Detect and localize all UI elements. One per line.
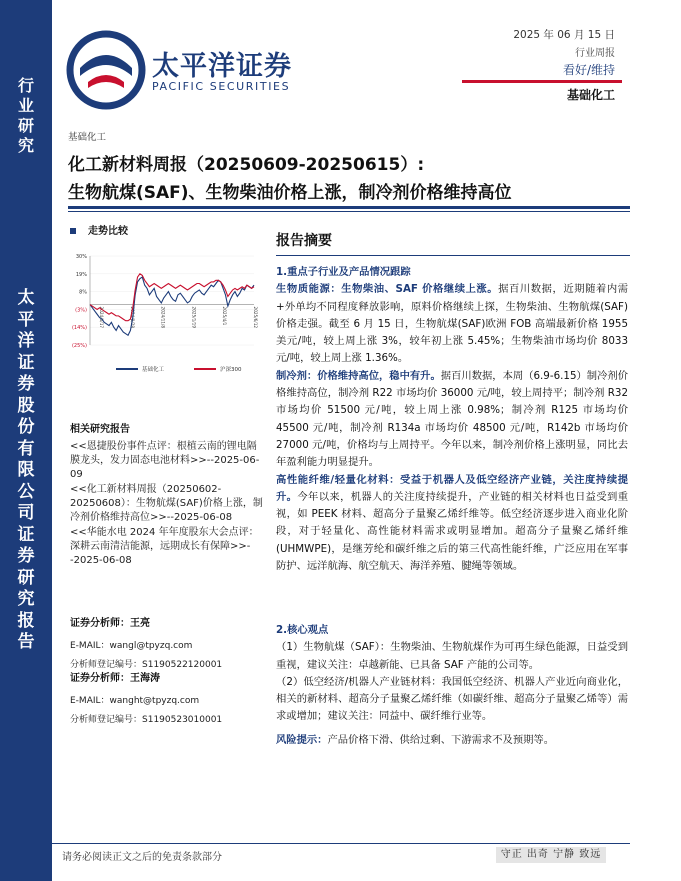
- paragraph-text: 据百川数据，本周（6.9-6.15）制冷剂价格维持高位，制冷剂 R22 市场均价 36000 元/吨，较上周持平；制冷剂 R32 市场均价 51500 元/吨，较上周上涨 0.98%；制冷剂 R125 市场均价 45500 元/吨，制冷剂 R134a 市场均价 48500 元/吨，R142b 市场均价 27000 元/吨，价格均与上周持平。今年以来，制冷剂价格上涨明显，同比去年盈利能力明显提升。: [276, 369, 628, 469]
- trend-heading-text: 走势比较: [88, 226, 128, 237]
- x-tick-label: 2025/6/12: [253, 306, 258, 329]
- risk-text: 产品价格下滑、供给过剩、下游需求不及预期等。: [327, 733, 555, 746]
- section-title: 2.核心观点: [276, 624, 329, 636]
- x-tick-label: 2025/1/19: [191, 306, 197, 329]
- footer-disclaimer-note[interactable]: 请务必阅读正文之后的免责条款部分: [62, 852, 222, 863]
- paragraph-text: 据百川数据，近期随着内需+外单均不同程度释放影响，原料价格继续上探，生物柴油、生物航煤(SAF)价格走强。截至 6 月 15 日，生物航煤(SAF)欧洲 FOB 高端最新价格 1955 美元/吨，较上周上涨 3%，较年初上涨 5.45%；生物柴油市场均价 8033 元/吨，较上周上涨 1.36%。: [276, 283, 628, 365]
- abstract-section-1: [276, 264, 628, 575]
- y-tick-label: (14%): [71, 325, 87, 332]
- paragraph-refrigerant: [276, 368, 628, 472]
- header-accent-line: [462, 80, 622, 83]
- paragraph-bioenergy: [276, 281, 628, 367]
- analyst-email[interactable]: E-MAIL：wangl@tpyzq.com: [70, 641, 193, 651]
- risk-lead: 风险提示：: [276, 733, 328, 746]
- related-reports-heading: 相关研究报告: [70, 424, 130, 435]
- related-reports-list: [70, 440, 266, 569]
- trend-chart: [62, 248, 262, 378]
- y-tick-label: (3%): [75, 307, 87, 314]
- analyst-name: 证券分析师：王亮: [70, 618, 150, 629]
- report-type: 行业周报: [575, 48, 615, 59]
- x-tick-label: 2024/8/28: [129, 306, 135, 329]
- legend-label: 基础化工: [142, 367, 165, 373]
- sector-name: 基础化工: [566, 88, 615, 102]
- title-divider-thin: [68, 211, 630, 212]
- related-report-item[interactable]: <<华能水电 2024 年年度股东大会点评：深耕云南清洁能源，远期成长有保障>>--2025-06-08: [70, 527, 259, 566]
- related-report-item[interactable]: <<恩捷股份事件点评：根植云南的锂电隔膜龙头，发力固态电池材料>>--2025-06-09: [70, 441, 260, 480]
- paragraph-lead: 制冷剂：价格维持高位，稳中有升。: [276, 369, 441, 382]
- breadcrumb: 基础化工: [68, 132, 107, 143]
- paragraph-text: 今年以来，机器人的关注度持续提升，产业链的相关材料也日益受到重视，如 PEEK 材料、超高分子量聚乙烯纤维等。低空经济逐步进入商业化阶段，对于轻量化、高性能材料需求或明显增加。超高分子量聚乙烯纤维(UHMWPE)，是继芳纶和碳纤维之后的第三代高性能纤维，广泛应用在军事防护、远洋航海、航空航天、海洋养殖、腱绳等领域。: [276, 490, 629, 573]
- page-title-line1: 化工新材料周报（20250609-20250615）:: [68, 155, 425, 175]
- paragraph-fiber: [276, 472, 628, 576]
- analyst-registration: 分析师登记编号：S1190523010001: [70, 715, 223, 725]
- sidebar-company: 太平洋证券股份有限公司证券研究报告: [17, 288, 35, 652]
- x-tick-label: 2024/6/17: [99, 306, 104, 329]
- trend-heading: [70, 222, 128, 237]
- x-tick-label: 2025/4/1: [222, 306, 228, 326]
- paragraph-saf-view: （1）生物航煤（SAF）：生物柴油、生物航煤作为可再生绿色能源，日益受到重视，建议关注：卓越新能、已具备 SAF 产能的公司等。: [276, 641, 628, 671]
- abstract-section-2: [276, 622, 628, 749]
- analyst-email[interactable]: E-MAIL：wanght@tpyzq.com: [70, 696, 200, 706]
- risk-warning: [276, 732, 628, 749]
- y-tick-label: 8%: [79, 289, 87, 296]
- sidebar: [0, 0, 52, 881]
- company-logo: [66, 30, 306, 110]
- abstract-heading: 报告摘要: [276, 233, 332, 249]
- sidebar-category: 行业研究: [17, 76, 34, 155]
- report-date: 2025 年 06 月 15 日: [513, 29, 615, 41]
- y-tick-label: 30%: [75, 254, 87, 260]
- paragraph-lead: 生物质能源：生物柴油、SAF 价格继续上涨。: [276, 283, 499, 296]
- page-title-line2: 生物航煤(SAF)、生物柴油价格上涨，制冷剂价格维持高位: [68, 183, 512, 203]
- x-tick-label: 2024/11/8: [160, 306, 166, 329]
- y-tick-label: 19%: [75, 271, 87, 278]
- logo-text-cn: 太平洋证券: [152, 51, 292, 82]
- paragraph-lowalt-view: （2）低空经济/机器人产业链材料：我国低空经济、机器人产业近向商业化，相关的新材料、超高分子量聚乙烯纤维（如碳纤维、超高分子量聚乙烯等）需求或增加；建议关注：同益中、碳纤维行业等。: [276, 675, 628, 723]
- title-divider: [68, 206, 630, 209]
- footer-slogan: 守正 出奇 宁静 致远: [496, 847, 606, 863]
- abstract-divider: [276, 255, 630, 256]
- analyst-name: 证券分析师：王海涛: [70, 673, 160, 684]
- footer-divider: [52, 843, 630, 844]
- analyst-registration: 分析师登记编号：S1190522120001: [70, 660, 223, 670]
- section-title: 1.重点子行业及产品情况跟踪: [276, 266, 411, 278]
- paragraph-lead: 高性能纤维/轻量化材料：受益于机器人及低空经济产业链，关注度持续提升。: [276, 473, 628, 503]
- related-report-item[interactable]: <<化工新材料周报（20250602-20250608）：生物航煤(SAF)价格上涨，制冷剂价格维持高位>>--2025-06-08: [70, 484, 263, 523]
- legend-label: 沪深300: [220, 367, 242, 373]
- bullet-square-icon: [70, 228, 76, 234]
- logo-text-en: PACIFIC SECURITIES: [152, 80, 291, 93]
- analyst-card: [70, 614, 266, 670]
- logo-mark-icon: [66, 30, 146, 110]
- rating: 看好/维持: [562, 63, 615, 77]
- analyst-card: [70, 669, 266, 725]
- y-tick-label: (25%): [71, 343, 87, 349]
